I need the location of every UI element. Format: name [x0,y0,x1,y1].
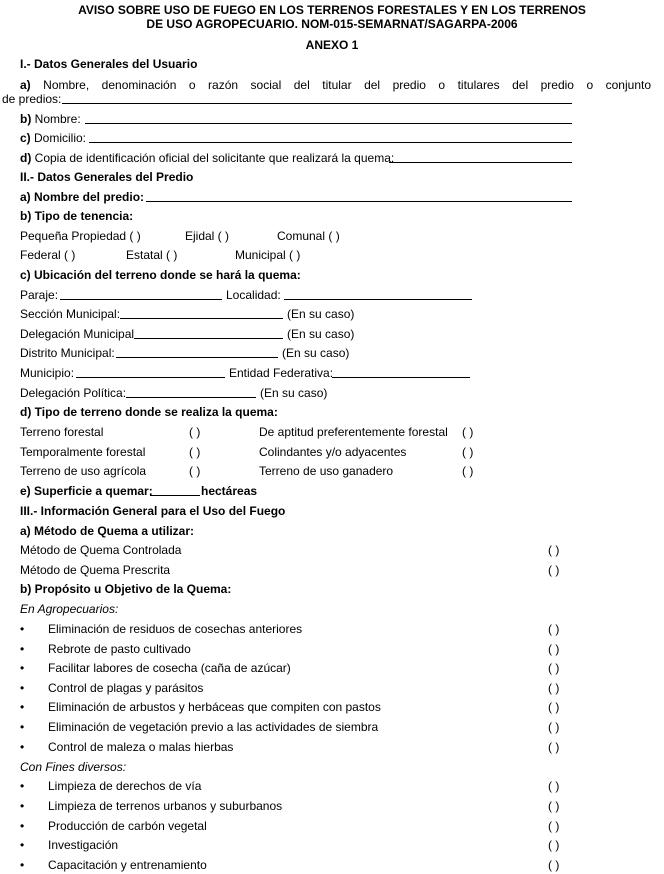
tenencia-comunal[interactable]: Comunal ( ) [277,229,340,243]
section-3-heading: III.- Información General para el Uso del Fuego [20,504,286,518]
distrito-label: Distrito Municipal: [20,346,115,360]
predio-name-line[interactable] [146,190,572,202]
delegacion-label: Delegación Municipal [20,327,135,341]
seccion-en-su-caso: (En su caso) [287,307,355,321]
superficie-line[interactable] [150,484,200,496]
colindantes-check[interactable]: ( ) [462,445,474,459]
superficie-units: hectáreas [201,484,258,498]
field-c-line[interactable] [89,131,572,143]
municipio-label: Municipio: [20,366,75,380]
fines-diversos-label: Con Fines diversos: [20,760,127,774]
seccion-line[interactable] [120,307,283,319]
entidad-line[interactable] [332,366,470,378]
item-check[interactable]: ( ) [548,858,560,872]
uso-agricola-label: Terreno de uso agrícola [20,464,147,478]
tenencia-pequena[interactable]: Pequeña Propiedad ( ) [20,229,141,243]
uso-ganadero-check[interactable]: ( ) [462,464,474,478]
bullet-icon: • [20,661,25,675]
field-b-line[interactable] [85,112,572,124]
bullet-icon: • [20,642,25,656]
bullet-icon: • [20,681,25,695]
field-d-line[interactable] [389,151,572,163]
metodo-controlada-label: Método de Quema Controlada [20,543,182,557]
field-b-label: b) Nombre: [20,112,81,126]
distrito-en-su-caso: (En su caso) [282,346,350,360]
bullet-icon: • [20,622,25,636]
section-1-heading: I.- Datos Generales del Usuario [20,57,198,71]
bullet-icon: • [20,838,25,852]
tenencia-ejidal[interactable]: Ejidal ( ) [185,229,230,243]
delegacion-politica-en-su-caso: (En su caso) [260,386,328,400]
proposito-label: b) Propósito u Objetivo de la Quema: [20,582,232,596]
item-check[interactable]: ( ) [548,700,560,714]
delegacion-politica-line[interactable] [126,386,256,398]
tenencia-federal[interactable]: Federal ( ) [20,248,76,262]
bullet-icon: • [20,700,25,714]
distrito-line[interactable] [116,346,278,358]
item-check[interactable]: ( ) [548,799,560,813]
item-check[interactable]: ( ) [548,622,560,636]
bullet-icon: • [20,819,25,833]
paraje-label: Paraje: [20,288,59,302]
terreno-forestal-check[interactable]: ( ) [189,425,201,439]
item-check[interactable]: ( ) [548,779,560,793]
temporalmente-check[interactable]: ( ) [189,445,201,459]
field-a-label-cont: de predios: [2,92,62,106]
annex-label: ANEXO 1 [305,38,359,52]
tenencia-municipal[interactable]: Municipal ( ) [235,248,301,262]
field-d-label: d) Copia de identificación oficial del solicitante que realizará la quema: [20,151,395,165]
ubicacion-label: c) Ubicación del terreno donde se hará la quema: [20,268,301,282]
superficie-label: e) Superficie a quemar: [20,484,153,498]
item-check[interactable]: ( ) [548,661,560,675]
localidad-label: Localidad: [226,288,281,302]
doc-title-line-2: DE USO AGROPECUARIO. NOM-015-SEMARNAT/SAGARPA-2006 [146,17,518,31]
uso-ganadero-label: Terreno de uso ganadero [259,464,394,478]
temporalmente-label: Temporalmente forestal [20,445,146,459]
item-check[interactable]: ( ) [548,838,560,852]
paraje-line[interactable] [60,288,222,300]
bullet-icon: • [20,740,25,754]
municipio-line[interactable] [76,366,225,378]
colindantes-label: Colindantes y/o adyacentes [259,445,407,459]
item-check[interactable]: ( ) [548,642,560,656]
item-check[interactable]: ( ) [548,681,560,695]
metodo-prescrita-label: Método de Quema Prescrita [20,563,171,577]
item-check[interactable]: ( ) [548,819,560,833]
delegacion-en-su-caso: (En su caso) [287,327,355,341]
metodo-controlada-check[interactable]: ( ) [548,543,560,557]
localidad-line[interactable] [284,288,472,300]
item-check[interactable]: ( ) [548,740,560,754]
terreno-forestal-label: Terreno forestal [20,425,104,439]
aptitud-check[interactable]: ( ) [462,425,474,439]
tenencia-label: b) Tipo de tenencia: [20,209,134,223]
bullet-icon: • [20,720,25,734]
field-a-label: a) Nombre, denominación o razón social del titular del predio o titulares del predio o conjunto [20,78,651,92]
agropecuarios-label: En Agropecuarios: [20,602,119,616]
bullet-icon: • [20,799,25,813]
field-c-label: c) Domicilio: [20,131,87,145]
uso-agricola-check[interactable]: ( ) [189,464,201,478]
tipo-terreno-label: d) Tipo de terreno donde se realiza la quema: [20,405,278,419]
predio-name-label: a) Nombre del predio: [20,190,145,204]
entidad-label: Entidad Federativa: [229,366,334,380]
bullet-icon: • [20,858,25,872]
delegacion-line[interactable] [134,327,283,339]
section-2-heading: II.- Datos Generales del Predio [20,170,194,184]
item-check[interactable]: ( ) [548,720,560,734]
metodo-prescrita-check[interactable]: ( ) [548,563,560,577]
metodo-label: a) Método de Quema a utilizar: [20,524,195,538]
field-a-line[interactable] [62,92,572,104]
seccion-label: Sección Municipal: [20,307,121,321]
aptitud-label: De aptitud preferentemente forestal [259,425,448,439]
tenencia-estatal[interactable]: Estatal ( ) [126,248,178,262]
doc-title-line-1: AVISO SOBRE USO DE FUEGO EN LOS TERRENOS FORESTALES Y EN LOS TERRENOS [78,3,586,17]
bullet-icon: • [20,779,25,793]
delegacion-politica-label: Delegación Política: [20,386,127,400]
